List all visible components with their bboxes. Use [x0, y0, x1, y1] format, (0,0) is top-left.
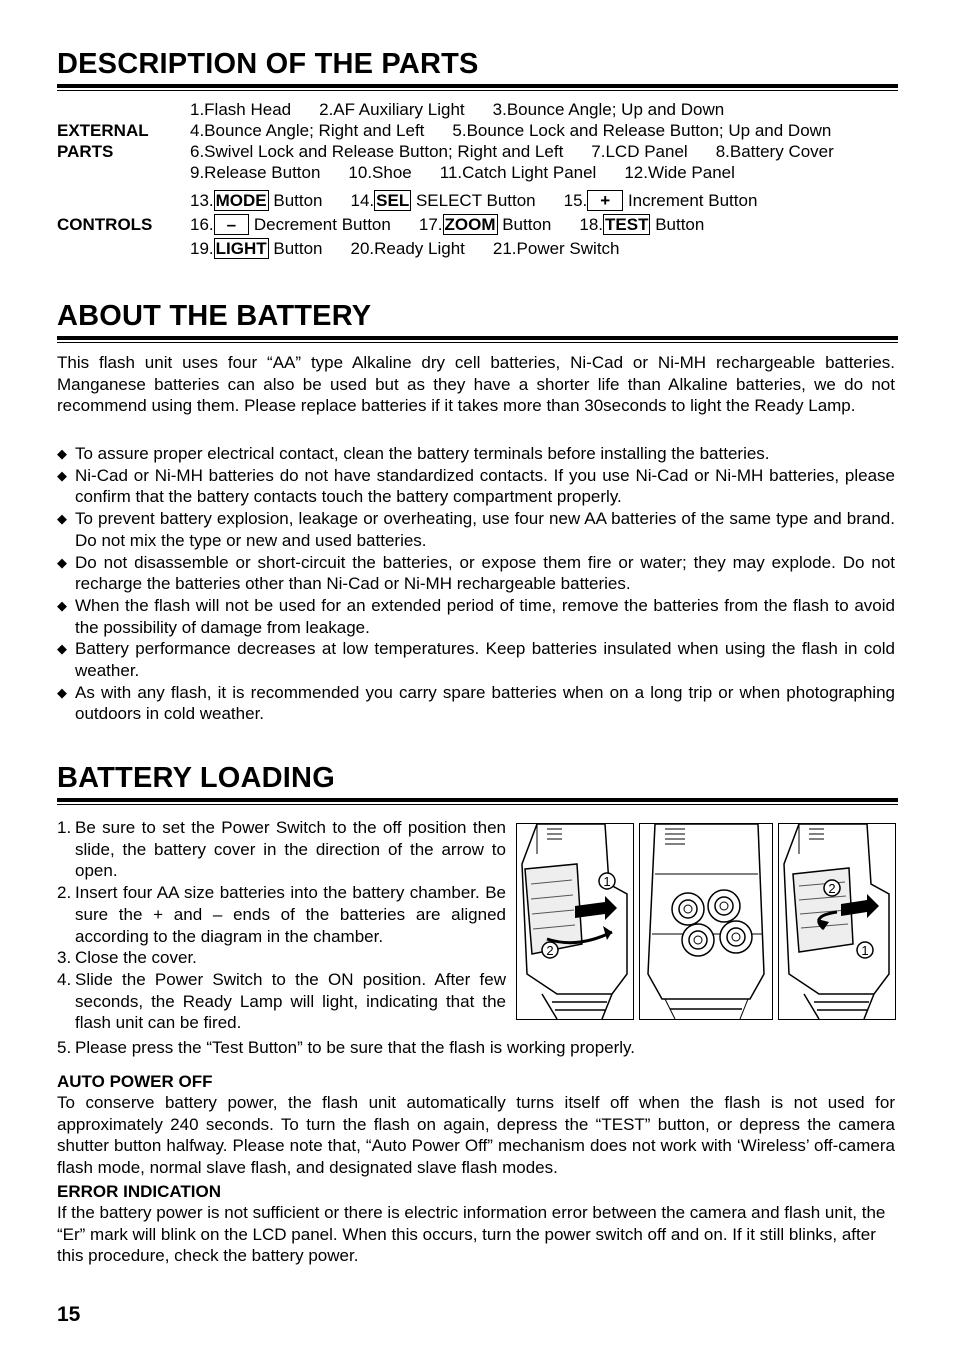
section-title-loading: BATTERY LOADING [57, 762, 335, 794]
list-item [57, 595, 895, 638]
list-item [57, 552, 895, 595]
control-text: Button [497, 215, 552, 234]
error-indication-text: If the battery power is not sufficient or there is electric information error between the camera and flash unit, the “Er” mark will blink on the LCD panel. When this occurs, turn the power switch off and on. If it still blinks, after this procedure, check the battery power. [57, 1203, 886, 1265]
section-rule [57, 336, 898, 343]
step-number: 5. [57, 1038, 72, 1057]
list-item [57, 508, 895, 551]
controls-row-2 [190, 214, 704, 235]
control-num: 17. [418, 215, 443, 234]
part-item: 11.Catch Light Panel [439, 163, 597, 182]
part-item: 4.Bounce Angle; Right and Left [190, 121, 425, 140]
flash-close-cover-illustration [779, 824, 895, 1019]
controls-label: CONTROLS [57, 215, 153, 234]
sel-key-label: SEL [376, 191, 410, 210]
step-text: Please press the “Test Button” to be sure that the flash is working properly. [75, 1038, 636, 1057]
control-num: 19. [190, 239, 214, 258]
list-item [57, 638, 895, 681]
loading-steps [57, 817, 506, 1034]
flash-open-cover-illustration [517, 824, 633, 1019]
list-item [57, 969, 506, 1034]
diamond-bullet-icon: ◆ [57, 446, 67, 461]
battery-cover-close-figure [778, 823, 896, 1020]
controls-row-1 [190, 190, 757, 211]
zoom-key-label: ZOOM [444, 215, 496, 234]
part-item: 1.Flash Head [190, 100, 292, 119]
part-item: 8.Battery Cover [715, 142, 834, 161]
external-parts-label [57, 120, 149, 162]
step-text: Insert four AA size batteries into the battery chamber. Be sure the + and – ends of the batteries are aligned according to the diagram in the chamber. [75, 883, 506, 946]
bullet-text: Battery performance decreases at low temperatures. Keep batteries insulated when using the flash in cold weather. [75, 639, 895, 681]
bullet-text: When the flash will not be used for an extended period of time, remove the batteries from the flash to avoid the possibility of damage from leakage. [75, 595, 895, 637]
battery-chamber-illustration [640, 824, 772, 1019]
figure-label: 1 [603, 874, 611, 889]
step-text: Close the cover. [75, 948, 197, 968]
control-text: Decrement Button [249, 215, 391, 234]
control-num: 13. [190, 191, 214, 210]
controls-row-3 [190, 238, 620, 259]
figure-label: 2 [828, 881, 836, 896]
part-item: 7.LCD Panel [591, 142, 688, 161]
section-rule [57, 84, 898, 91]
control-text: Increment Button [623, 191, 758, 210]
auto-power-off-heading: AUTO POWER OFF [57, 1072, 213, 1091]
diamond-bullet-icon: ◆ [57, 597, 67, 613]
figure-label: 1 [861, 943, 869, 958]
control-text: Button [650, 215, 705, 234]
control-num: 14. [350, 191, 375, 210]
bullet-text: Do not disassemble or short-circuit the batteries, or expose them fire or water; they may explode. Do not recharge the batteries other than Ni-Cad or Ni-MH rechargeable batteries. [75, 552, 895, 594]
loading-step-5 [57, 1037, 895, 1059]
diamond-bullet-icon: ◆ [57, 684, 67, 700]
page-number: 15 [57, 1303, 81, 1326]
list-item [57, 817, 506, 882]
list-item [57, 947, 506, 969]
plus-key-label: + [587, 190, 623, 211]
control-text: Button [268, 191, 323, 210]
list-item [57, 682, 895, 725]
figure-label: 2 [546, 943, 554, 958]
step-number: 2. [57, 883, 72, 903]
external-row-2 [190, 121, 831, 141]
part-item: 2.AF Auxiliary Light [319, 100, 465, 119]
list-item [57, 882, 506, 947]
external-row-4 [190, 163, 735, 183]
step-text: Be sure to set the Power Switch to the off position then slide, the battery cover in the direction of the arrow to open. [75, 818, 506, 881]
control-text: 21.Power Switch [492, 239, 620, 258]
control-num: 16. [190, 215, 214, 234]
control-num: 15. [563, 191, 588, 210]
part-item: 9.Release Button [190, 163, 321, 182]
diamond-bullet-icon: ◆ [57, 511, 67, 527]
light-key-label: LIGHT [215, 239, 267, 258]
external-label-line2: PARTS [57, 142, 114, 161]
part-item: 3.Bounce Angle; Up and Down [492, 100, 725, 119]
control-text: SELECT Button [411, 191, 536, 210]
minus-key-label: – [214, 214, 249, 235]
section-title-battery: ABOUT THE BATTERY [57, 300, 372, 332]
error-indication-heading: ERROR INDICATION [57, 1182, 222, 1201]
section-title-parts: DESCRIPTION OF THE PARTS [57, 48, 479, 80]
diamond-bullet-icon: ◆ [57, 554, 67, 570]
part-item: 12.Wide Panel [624, 163, 735, 182]
control-text: 20.Ready Light [350, 239, 465, 258]
battery-cover-open-figure [516, 823, 634, 1020]
section-rule [57, 798, 898, 805]
part-item: 6.Swivel Lock and Release Button; Right and Left [190, 142, 564, 161]
test-key-label: TEST [605, 215, 649, 234]
step-number: 3. [57, 948, 72, 968]
step-number: 4. [57, 969, 72, 989]
bullet-text: Ni-Cad or Ni-MH batteries do not have standardized contacts. If you use Ni-Cad or Ni-MH batteries, please confirm that the battery contacts touch the battery compartment properly. [75, 465, 895, 507]
control-text: Button [268, 239, 323, 258]
external-row-1 [190, 100, 724, 120]
step-number: 1. [57, 818, 72, 837]
list-item [57, 443, 895, 465]
battery-chamber-figure [639, 823, 773, 1020]
step-text: Slide the Power Switch to the ON position. After few seconds, the Ready Lamp will light, indicating that the flash unit can be fired. [75, 969, 506, 1033]
bullet-text: As with any flash, it is recommended you carry spare batteries when on a long trip or when photographing outdoors in cold weather. [75, 682, 895, 724]
bullet-text: To assure proper electrical contact, clean the battery terminals before installing the batteries. [75, 444, 770, 463]
mode-key-label: MODE [215, 191, 267, 210]
battery-bullet-list [57, 443, 895, 725]
part-item: 5.Bounce Lock and Release Button; Up and Down [452, 121, 832, 140]
diamond-bullet-icon: ◆ [57, 467, 67, 483]
auto-power-off-text: To conserve battery power, the flash unit automatically turns itself off when the flash is not used for approximately 240 seconds. To turn the flash on again, depress the “TEST” button, or depress the camera shutter button halfway. Please note that, “Auto Power Off” mechanism does not work with ‘Wireless’ off-camera flash mode, normal slave flash, and designated slave flash modes. [57, 1093, 895, 1177]
part-item: 10.Shoe [348, 163, 412, 182]
battery-intro: This flash unit uses four “AA” type Alkaline dry cell batteries, Ni-Cad or Ni-MH rechargeable batteries. Manganese batteries can also be used but as they have a shorter life than Alkaline batteries, we do not recommend using them. Please replace batteries if it takes more than 30seconds to light the Ready Lamp. [57, 353, 895, 415]
control-num: 18. [579, 215, 604, 234]
diamond-bullet-icon: ◆ [57, 641, 67, 657]
list-item [57, 465, 895, 508]
external-label-line1: EXTERNAL [57, 121, 149, 140]
external-row-3 [190, 142, 834, 162]
bullet-text: To prevent battery explosion, leakage or overheating, use four new AA batteries of the same type and brand. Do not mix the type or new and used batteries. [75, 509, 895, 550]
